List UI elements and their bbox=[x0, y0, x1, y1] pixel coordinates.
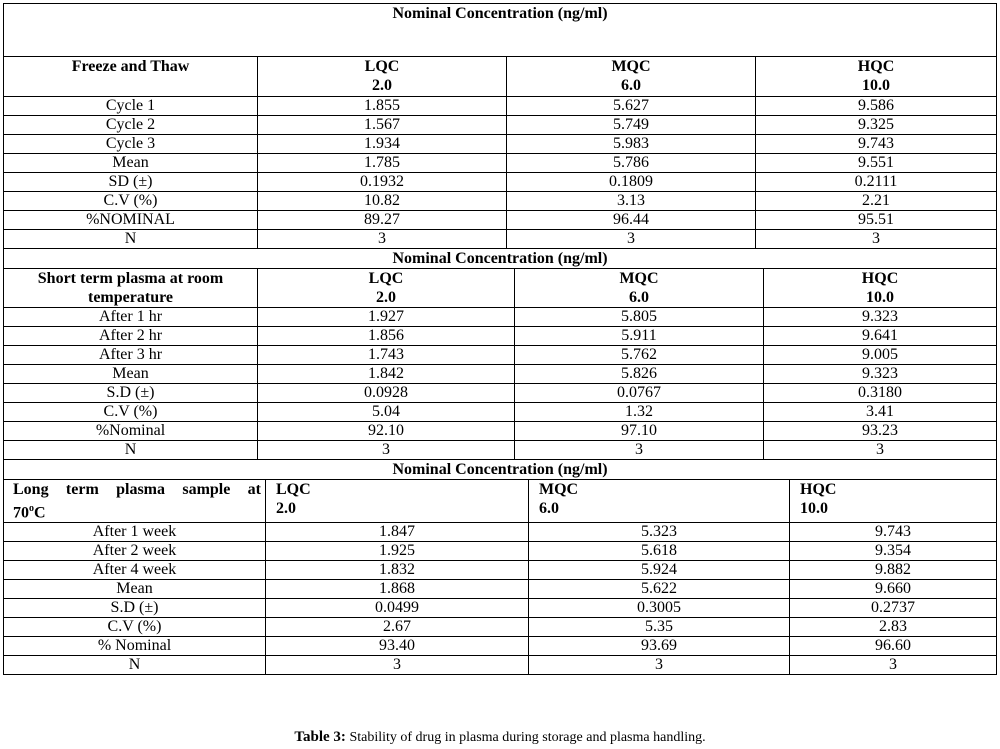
row-header-cell bbox=[4, 480, 266, 523]
degree-symbol: o bbox=[29, 503, 34, 514]
value-cell: 0.1932 bbox=[258, 173, 507, 192]
value-cell: 5.618 bbox=[529, 542, 790, 561]
value-cell: 1.927 bbox=[258, 308, 515, 327]
value-cell: 5.749 bbox=[507, 116, 756, 135]
value-cell: 3.41 bbox=[764, 403, 997, 422]
col-header-mqc bbox=[507, 57, 756, 97]
freeze-thaw-table bbox=[3, 3, 997, 249]
col-value: 6.0 bbox=[629, 289, 649, 306]
title-row bbox=[4, 4, 997, 57]
value-cell: 5.762 bbox=[515, 346, 764, 365]
value-cell: 9.354 bbox=[790, 542, 997, 561]
col-header-mqc bbox=[515, 269, 764, 308]
row-label: Cycle 2 bbox=[4, 116, 258, 135]
col-label: MQC bbox=[619, 270, 659, 287]
value-cell: 10.82 bbox=[258, 192, 507, 211]
value-cell: 1.855 bbox=[258, 97, 507, 116]
subtitle-row bbox=[4, 249, 997, 269]
row-label: After 2 hr bbox=[4, 327, 258, 346]
table-row bbox=[4, 618, 997, 637]
col-header-lqc bbox=[266, 480, 529, 523]
value-cell: 5.924 bbox=[529, 561, 790, 580]
value-cell: 9.323 bbox=[764, 308, 997, 327]
col-value: 6.0 bbox=[621, 77, 641, 94]
value-cell: 5.622 bbox=[529, 580, 790, 599]
data-rows bbox=[4, 97, 997, 249]
row-label: After 4 week bbox=[4, 561, 266, 580]
value-cell: 89.27 bbox=[258, 211, 507, 230]
value-cell: 5.911 bbox=[515, 327, 764, 346]
col-label: LQC bbox=[368, 270, 404, 287]
value-cell: 9.323 bbox=[764, 365, 997, 384]
value-cell: 93.40 bbox=[266, 637, 529, 656]
row-label: %NOMINAL bbox=[4, 211, 258, 230]
col-value: 2.0 bbox=[372, 77, 392, 94]
value-cell: 9.005 bbox=[764, 346, 997, 365]
subtitle-row bbox=[4, 460, 997, 480]
data-rows bbox=[4, 308, 997, 460]
table-row bbox=[4, 523, 997, 542]
table-row bbox=[4, 580, 997, 599]
value-cell: 1.743 bbox=[258, 346, 515, 365]
value-cell: 93.69 bbox=[529, 637, 790, 656]
value-cell: 3 bbox=[764, 441, 997, 460]
value-cell: 95.51 bbox=[756, 211, 997, 230]
value-cell: 9.743 bbox=[756, 135, 997, 154]
table-row bbox=[4, 327, 997, 346]
value-cell: 93.23 bbox=[764, 422, 997, 441]
row-label: Mean bbox=[4, 365, 258, 384]
col-header-hqc bbox=[756, 57, 997, 97]
row-label: S.D (±) bbox=[4, 599, 266, 618]
value-cell: 0.0499 bbox=[266, 599, 529, 618]
header-row bbox=[4, 57, 997, 97]
col-header-lqc bbox=[258, 269, 515, 308]
row-label: N bbox=[4, 441, 258, 460]
data-rows bbox=[4, 523, 997, 675]
value-cell: 5.786 bbox=[507, 154, 756, 173]
row-label: % Nominal bbox=[4, 637, 266, 656]
long-term-table bbox=[3, 459, 997, 675]
row-label: Cycle 1 bbox=[4, 97, 258, 116]
value-cell: 97.10 bbox=[515, 422, 764, 441]
col-label: MQC bbox=[611, 58, 651, 75]
row-label: Mean bbox=[4, 580, 266, 599]
value-cell: 92.10 bbox=[258, 422, 515, 441]
value-cell: 2.67 bbox=[266, 618, 529, 637]
col-label: LQC bbox=[364, 58, 400, 75]
table-row bbox=[4, 97, 997, 116]
table-row bbox=[4, 211, 997, 230]
row-label: C.V (%) bbox=[4, 403, 258, 422]
section-subtitle: Nominal Concentration (ng/ml) bbox=[4, 249, 997, 269]
value-cell: 1.934 bbox=[258, 135, 507, 154]
row-header-line: Long term plasma sample at bbox=[13, 481, 261, 498]
row-label: N bbox=[4, 656, 266, 675]
value-cell: 3 bbox=[756, 230, 997, 249]
value-cell: 3 bbox=[507, 230, 756, 249]
value-cell: 1.32 bbox=[515, 403, 764, 422]
table-row bbox=[4, 173, 997, 192]
table-title: Nominal Concentration (ng/ml) bbox=[4, 4, 997, 57]
value-cell: 2.21 bbox=[756, 192, 997, 211]
table-row bbox=[4, 403, 997, 422]
col-header-lqc bbox=[258, 57, 507, 97]
value-cell: 9.586 bbox=[756, 97, 997, 116]
value-cell: 9.325 bbox=[756, 116, 997, 135]
table-row bbox=[4, 154, 997, 173]
table-row bbox=[4, 441, 997, 460]
value-cell: 0.2111 bbox=[756, 173, 997, 192]
stability-table-container bbox=[3, 3, 996, 675]
caption-text: Stability of drug in plasma during storage and plasma handling. bbox=[345, 730, 706, 745]
value-cell: 1.842 bbox=[258, 365, 515, 384]
row-label: After 1 week bbox=[4, 523, 266, 542]
col-header-hqc bbox=[764, 269, 997, 308]
table-row bbox=[4, 116, 997, 135]
header-row bbox=[4, 269, 997, 308]
col-label: HQC bbox=[861, 270, 899, 287]
table-row bbox=[4, 365, 997, 384]
value-cell: 0.0928 bbox=[258, 384, 515, 403]
table-row bbox=[4, 422, 997, 441]
short-term-table bbox=[3, 248, 997, 460]
value-cell: 96.44 bbox=[507, 211, 756, 230]
col-header-hqc bbox=[790, 480, 997, 523]
col-value: 6.0 bbox=[539, 500, 559, 517]
value-cell: 5.04 bbox=[258, 403, 515, 422]
row-header-cell bbox=[4, 269, 258, 308]
row-label: After 3 hr bbox=[4, 346, 258, 365]
row-header-line: Short term plasma at room bbox=[37, 270, 224, 287]
value-cell: 3 bbox=[529, 656, 790, 675]
value-cell: 3 bbox=[258, 441, 515, 460]
caption-label: Table 3: bbox=[294, 729, 346, 745]
value-cell: 5.826 bbox=[515, 365, 764, 384]
row-label: After 1 hr bbox=[4, 308, 258, 327]
value-cell: 5.983 bbox=[507, 135, 756, 154]
table-row bbox=[4, 135, 997, 154]
section-subtitle: Nominal Concentration (ng/ml) bbox=[4, 460, 997, 480]
table-caption bbox=[0, 728, 1000, 747]
value-cell: 0.1809 bbox=[507, 173, 756, 192]
value-cell: 1.832 bbox=[266, 561, 529, 580]
table-row bbox=[4, 637, 997, 656]
value-cell: 0.2737 bbox=[790, 599, 997, 618]
table-row bbox=[4, 308, 997, 327]
table-row bbox=[4, 384, 997, 403]
row-label: Mean bbox=[4, 154, 258, 173]
col-header-mqc bbox=[529, 480, 790, 523]
row-label: After 2 week bbox=[4, 542, 266, 561]
value-cell: 1.847 bbox=[266, 523, 529, 542]
temperature-value: 70 bbox=[13, 504, 29, 522]
row-label: C.V (%) bbox=[4, 618, 266, 637]
col-label: HQC bbox=[857, 58, 895, 75]
row-label: Cycle 3 bbox=[4, 135, 258, 154]
value-cell: 1.856 bbox=[258, 327, 515, 346]
header-row bbox=[4, 480, 997, 523]
value-cell: 0.3005 bbox=[529, 599, 790, 618]
value-cell: 5.627 bbox=[507, 97, 756, 116]
value-cell: 1.868 bbox=[266, 580, 529, 599]
value-cell: 9.743 bbox=[790, 523, 997, 542]
value-cell: 1.785 bbox=[258, 154, 507, 173]
col-label: MQC bbox=[539, 481, 579, 498]
row-label: C.V (%) bbox=[4, 192, 258, 211]
temperature-unit: C bbox=[34, 504, 46, 522]
row-label: SD (±) bbox=[4, 173, 258, 192]
col-label: HQC bbox=[800, 481, 837, 498]
row-label: S.D (±) bbox=[4, 384, 258, 403]
value-cell: 1.925 bbox=[266, 542, 529, 561]
table-row bbox=[4, 599, 997, 618]
value-cell: 5.35 bbox=[529, 618, 790, 637]
row-header-line bbox=[13, 499, 261, 522]
value-cell: 9.641 bbox=[764, 327, 997, 346]
table-row bbox=[4, 561, 997, 580]
value-cell: 5.323 bbox=[529, 523, 790, 542]
value-cell: 9.551 bbox=[756, 154, 997, 173]
value-cell: 1.567 bbox=[258, 116, 507, 135]
value-cell: 3 bbox=[266, 656, 529, 675]
table-row bbox=[4, 192, 997, 211]
value-cell: 0.0767 bbox=[515, 384, 764, 403]
col-label: LQC bbox=[276, 481, 311, 498]
col-value: 10.0 bbox=[862, 77, 891, 94]
col-value: 10.0 bbox=[866, 289, 895, 306]
table-row bbox=[4, 542, 997, 561]
table-row bbox=[4, 656, 997, 675]
value-cell: 3.13 bbox=[507, 192, 756, 211]
col-value: 10.0 bbox=[800, 500, 828, 517]
table-row bbox=[4, 346, 997, 365]
value-cell: 0.3180 bbox=[764, 384, 997, 403]
value-cell: 9.660 bbox=[790, 580, 997, 599]
row-label: %Nominal bbox=[4, 422, 258, 441]
value-cell: 5.805 bbox=[515, 308, 764, 327]
value-cell: 9.882 bbox=[790, 561, 997, 580]
row-label: N bbox=[4, 230, 258, 249]
table-row bbox=[4, 230, 997, 249]
value-cell: 2.83 bbox=[790, 618, 997, 637]
value-cell: 96.60 bbox=[790, 637, 997, 656]
value-cell: 3 bbox=[258, 230, 507, 249]
col-value: 2.0 bbox=[376, 289, 396, 306]
row-header-line: temperature bbox=[88, 289, 173, 306]
row-header-cell: Freeze and Thaw bbox=[4, 57, 258, 97]
value-cell: 3 bbox=[515, 441, 764, 460]
col-value: 2.0 bbox=[276, 500, 296, 517]
value-cell: 3 bbox=[790, 656, 997, 675]
